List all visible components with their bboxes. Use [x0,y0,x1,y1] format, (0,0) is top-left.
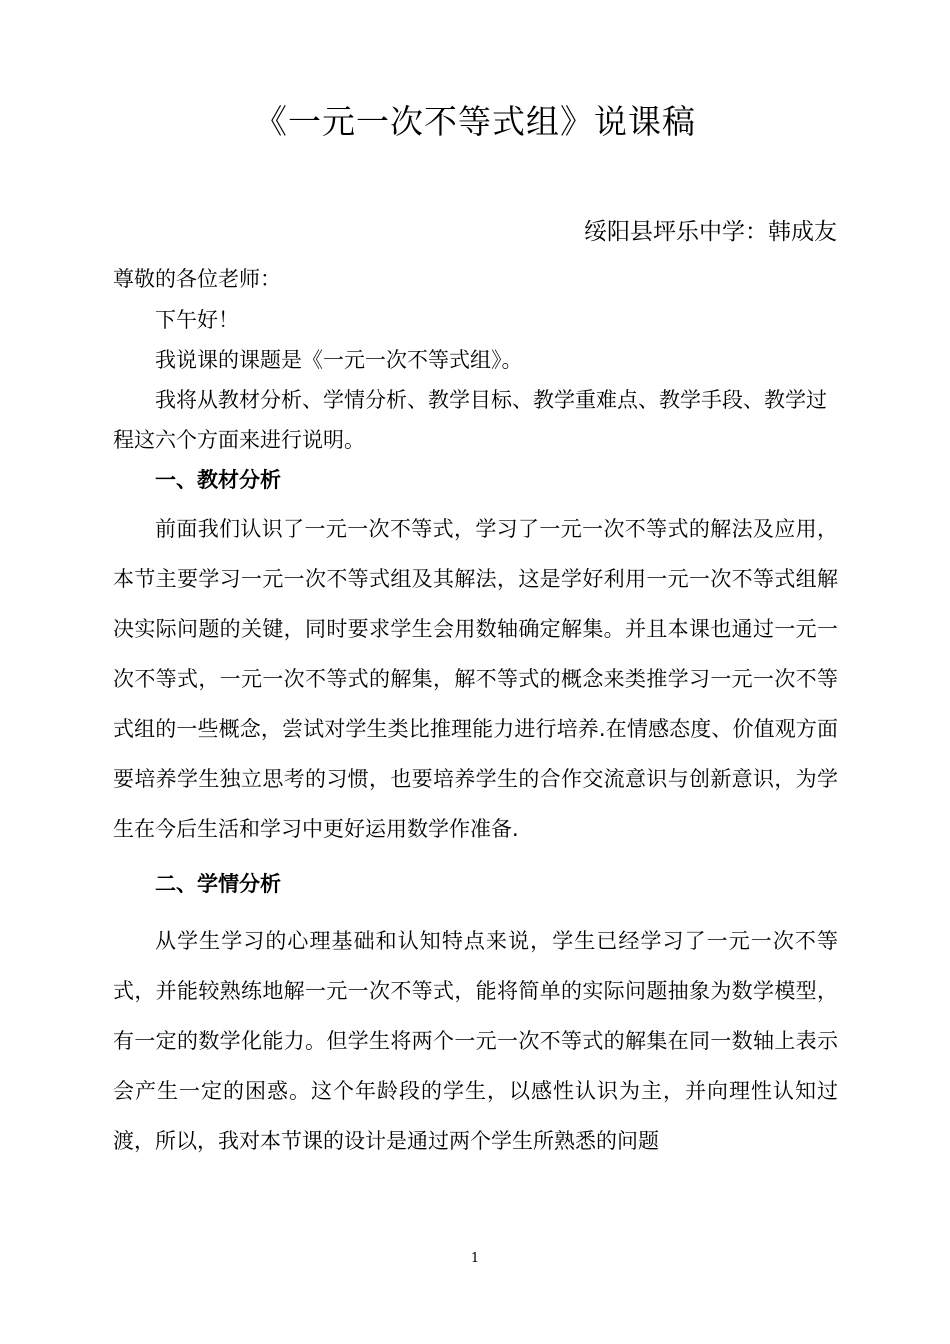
page-number: 1 [470,1251,480,1266]
section-body-student-analysis: 从学生学习的心理基础和认知特点来说，学生已经学习了一元一次不等式，并能较熟练地解一元一次不等式，能将简单的实际问题抽象为数学模型，有一定的数学化能力。但学生将两个一元一次不等式的解集在同一数轴上表示会产生一定的困惑。这个年龄段的学生，以感性认识为主，并向理性认知过渡，所以，我对本节课的设计是通过两个学生所熟悉的问题 [113,929,838,1153]
section-heading-textbook-analysis: 一、教材分析 [155,468,281,492]
document-body [113,262,838,1166]
author-line: 绥阳县坪乐中学：韩成友 [584,219,837,245]
document-title: 《一元一次不等式组》说课稿 [254,102,696,141]
salutation: 尊敬的各位老师： [113,267,281,291]
greeting: 下午好！ [155,308,239,332]
section-body-textbook-analysis: 前面我们认识了一元一次不等式，学习了一元一次不等式的解法及应用，本节主要学习一元一次不等式组及其解法，这是学好利用一元一次不等式组解决实际问题的关键，同时要求学生会用数轴确定解集。并且本课也通过一元一次不等式，一元一次不等式的解集，解不等式的概念来类推学习一元一次不等式组的一些概念，尝试对学生类比推理能力进行培养.在情感态度、价值观方面要培养学生独立思考的习惯，也要培养学生的合作交流意识与创新意识，为学生在今后生活和学习中更好运用数学作准备. [113,517,838,841]
section-heading-student-analysis: 二、学情分析 [155,872,281,896]
outline-intro: 我将从教材分析、学情分析、教学目标、教学重难点、教学手段、教学过程这六个方面来进行说明。 [113,388,827,452]
topic-intro: 我说课的课题是《一元一次不等式组》。 [155,348,523,372]
